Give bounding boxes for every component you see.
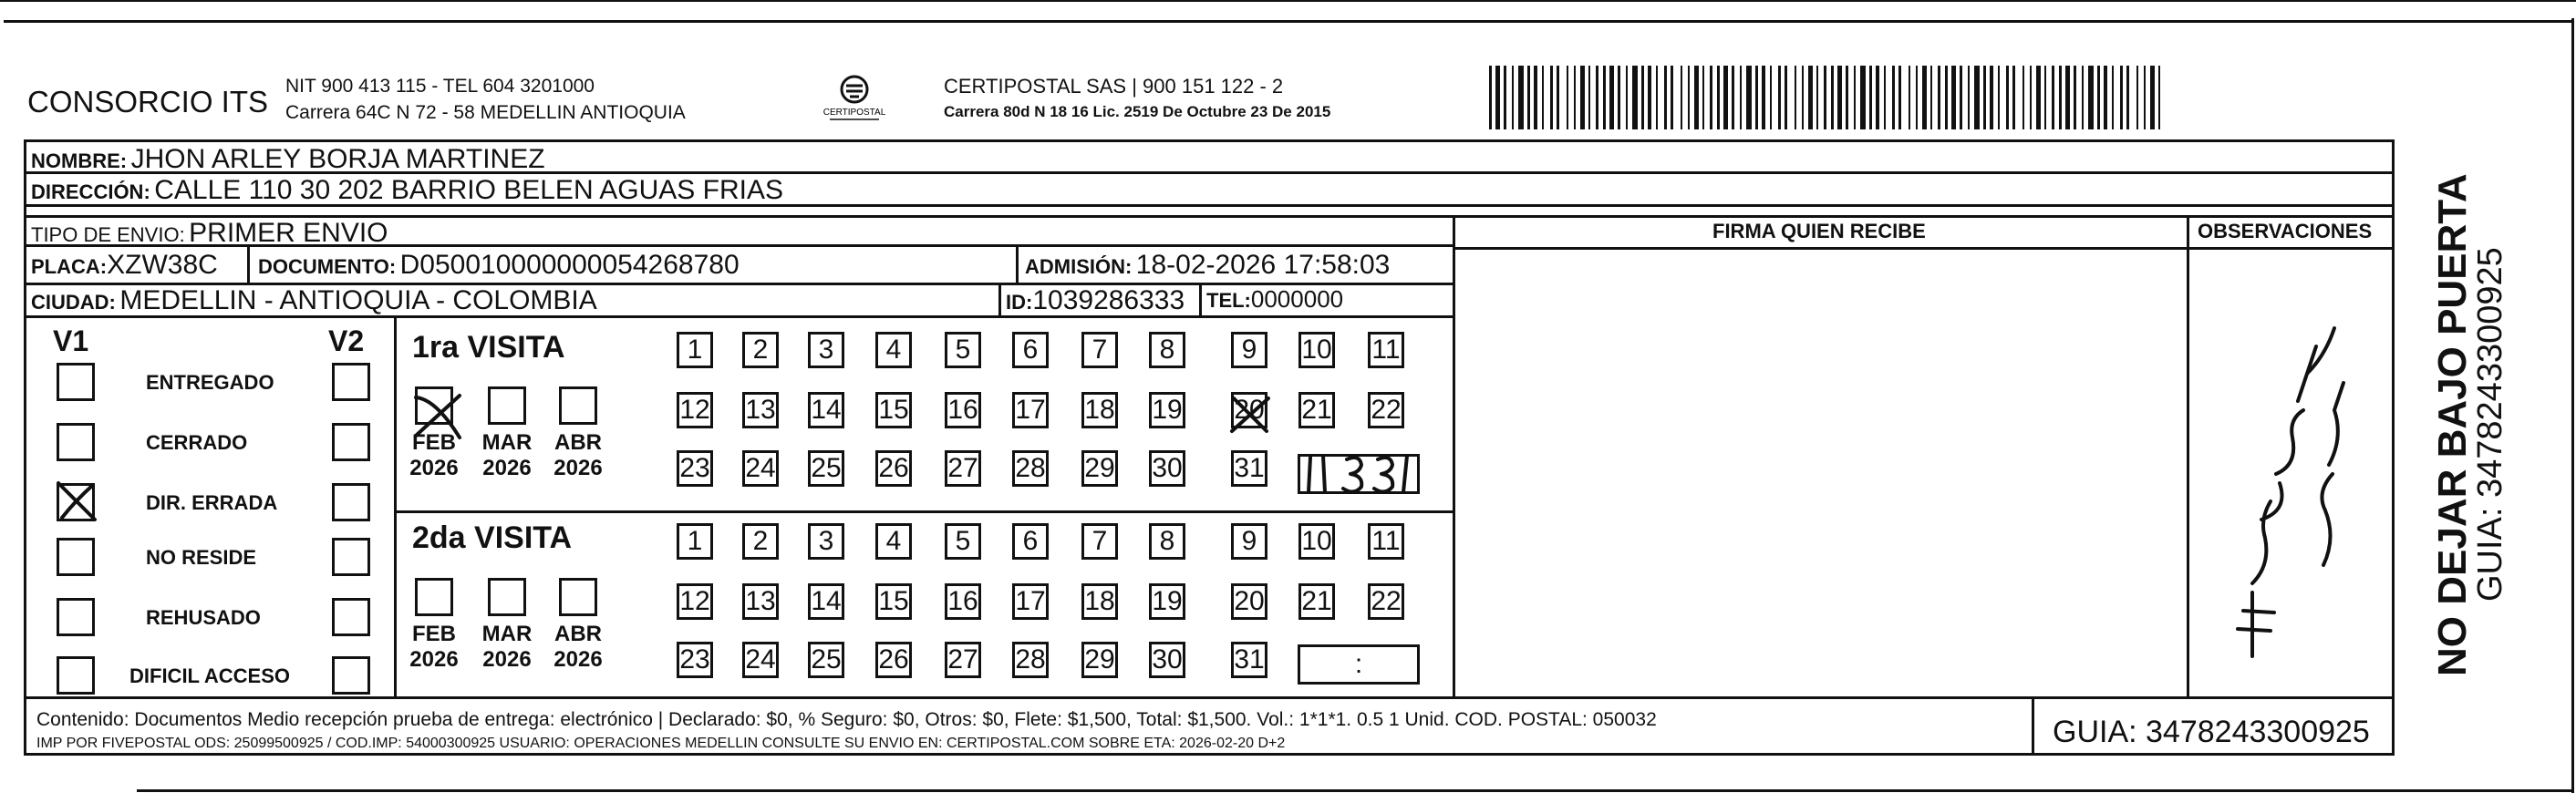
barcode-bar xyxy=(1534,66,1537,129)
visit2-day-box[interactable]: 17 xyxy=(1012,583,1049,620)
barcode-bar xyxy=(1681,66,1682,129)
barcode-bar xyxy=(1527,66,1530,129)
visit1-day-box[interactable]: 22 xyxy=(1368,392,1404,428)
visit1-day-box[interactable]: 31 xyxy=(1231,450,1267,487)
signature-header: FIRMA QUIEN RECIBE xyxy=(1712,220,1926,242)
visit2-month-checkbox[interactable] xyxy=(559,578,597,616)
footer-guia: GUIA: 3478243300925 xyxy=(2053,715,2370,749)
visit2-day-box[interactable]: 1 xyxy=(677,523,713,560)
barcode-bar xyxy=(1909,66,1910,129)
visit2-day-box[interactable]: 26 xyxy=(875,642,912,678)
visit2-day-box[interactable]: 12 xyxy=(677,583,713,620)
visit1-day-box[interactable]: 21 xyxy=(1298,392,1335,428)
visit2-day-box[interactable]: 25 xyxy=(808,642,844,678)
visit2-month-label: FEB 2026 xyxy=(409,622,459,672)
ship-type-label: TIPO DE ENVIO: xyxy=(31,223,185,246)
visit2-title: 2da VISITA xyxy=(412,520,573,555)
admission-label: ADMISIÓN: xyxy=(1025,255,1133,278)
imp-line: IMP POR FIVEPOSTAL ODS: 25099500925 / COD.IMP: 54000300925 USUARIO: OPERACIONES MEDELLIN CONSULTE SU ENVIO EN: CERTIPOSTAL.COM SOBRE ETA: 2026-02-20 D+2 xyxy=(36,736,1286,751)
visit2-month-label: MAR 2026 xyxy=(481,622,533,672)
barcode-bar xyxy=(2036,66,2041,129)
barcode-bar xyxy=(1671,66,1673,129)
v2-checkbox[interactable] xyxy=(332,656,370,695)
document-label: DOCUMENTO: xyxy=(258,255,397,278)
status-label: NO RESIDE xyxy=(146,546,257,569)
status-label: DIR. ERRADA xyxy=(146,491,278,514)
barcode-bar xyxy=(1518,66,1524,129)
barcode-bar xyxy=(1732,66,1734,129)
visit2-day-box[interactable]: 4 xyxy=(875,523,912,560)
barcode-bar xyxy=(1550,66,1553,129)
visit2-day-box[interactable]: 14 xyxy=(808,583,844,620)
barcode-bar xyxy=(1740,66,1742,129)
visit1-day-box[interactable]: 5 xyxy=(945,332,981,368)
barcode-bar xyxy=(1990,66,1993,129)
visit1-time-written xyxy=(1299,450,1418,498)
visit1-month-checkbox[interactable] xyxy=(559,386,597,425)
v2-checkbox[interactable] xyxy=(332,483,370,521)
barcode-bar xyxy=(1755,66,1758,129)
visit1-day-box[interactable]: 16 xyxy=(945,392,981,428)
barcode-bar xyxy=(1596,66,1598,129)
visit2-day-box[interactable]: 22 xyxy=(1368,583,1404,620)
visit1-day-box[interactable]: 13 xyxy=(742,392,779,428)
visit1-month-label: FEB 2026 xyxy=(409,430,459,480)
recipient-address: CALLE 110 30 202 BARRIO BELEN AGUAS FRIAS xyxy=(154,175,783,205)
visit2-day-box[interactable]: 24 xyxy=(742,642,779,678)
barcode-bar xyxy=(2074,66,2076,129)
carrier-address: Carrera 80d N 18 16 Lic. 2519 De Octubre 23 De 2015 xyxy=(944,103,1331,120)
barcode-bar xyxy=(2082,66,2084,129)
logo-text: CERTIPOSTAL xyxy=(822,108,886,118)
barcode-bar xyxy=(2150,66,2155,129)
visit2-time-box[interactable]: : xyxy=(1298,644,1420,685)
barcode-bar xyxy=(2059,66,2062,129)
barcode-bar xyxy=(2104,66,2107,129)
v2-checkbox[interactable] xyxy=(332,598,370,636)
visit2-day-box[interactable]: 13 xyxy=(742,583,779,620)
visit1-month-checkbox[interactable] xyxy=(488,386,526,425)
visit2-day-box[interactable]: 7 xyxy=(1081,523,1118,560)
visit1-day-box[interactable]: 23 xyxy=(677,450,713,487)
barcode-bar xyxy=(1557,66,1559,129)
visit2-day-box[interactable]: 29 xyxy=(1081,642,1118,678)
barcode-bar xyxy=(2120,66,2123,129)
visit2-day-box[interactable]: 10 xyxy=(1298,523,1335,560)
v1-checkbox[interactable] xyxy=(57,656,95,695)
barcode-bar xyxy=(1664,66,1667,129)
v2-checkbox[interactable] xyxy=(332,538,370,576)
barcode-bar xyxy=(1504,66,1506,129)
barcode-bar xyxy=(1983,66,1986,129)
barcode-bar xyxy=(2030,66,2032,129)
status-label: REHUSADO xyxy=(146,606,261,629)
visit2-day-box[interactable]: 20 xyxy=(1231,583,1267,620)
document-value: D050010000000054268780 xyxy=(399,250,740,280)
visit2-day-box[interactable]: 5 xyxy=(945,523,981,560)
visit1-day-box[interactable]: 26 xyxy=(875,450,912,487)
barcode-bar xyxy=(2112,66,2114,129)
id-value: 1039286333 xyxy=(1032,285,1185,315)
visit2-month-checkbox[interactable] xyxy=(488,578,526,616)
barcode-bar xyxy=(1688,66,1690,129)
address-label: DIRECCIÓN: xyxy=(31,180,150,203)
barcode-bar xyxy=(1618,66,1620,129)
visit2-day-box[interactable]: 19 xyxy=(1149,583,1185,620)
barcode-bar xyxy=(1770,66,1772,129)
visit2-month-checkbox[interactable] xyxy=(415,578,453,616)
barcode-bar xyxy=(1489,66,1492,129)
name-label: NOMBRE: xyxy=(31,149,128,172)
status-label: DIFICIL ACCESO xyxy=(129,664,291,687)
v2-label: V2 xyxy=(328,324,365,357)
barcode-bar xyxy=(2136,66,2138,129)
tel-value: 0000000 xyxy=(1250,285,1344,313)
barcode-bar xyxy=(1930,66,1932,129)
barcode-bar xyxy=(1641,66,1644,129)
id-label: ID: xyxy=(1006,291,1033,314)
visit2-day-box[interactable]: 28 xyxy=(1012,642,1049,678)
v2-checkbox[interactable] xyxy=(332,423,370,461)
visit2-day-box[interactable]: 23 xyxy=(677,642,713,678)
visit1-day-box[interactable]: 30 xyxy=(1149,450,1185,487)
barcode-bar xyxy=(1837,66,1842,129)
barcode-bar xyxy=(1778,66,1781,129)
barcode-bar xyxy=(1574,66,1576,129)
visit1-checked-month-mark xyxy=(410,390,465,445)
barcode-bar xyxy=(1998,66,2000,129)
barcode-bar xyxy=(2088,66,2094,129)
visit1-day-box[interactable]: 17 xyxy=(1012,392,1049,428)
barcode-bar xyxy=(2023,66,2024,129)
visit1-day-box[interactable]: 10 xyxy=(1298,332,1335,368)
barcode-bar xyxy=(1567,66,1568,129)
visit2-day-box[interactable]: 3 xyxy=(808,523,844,560)
ship-type: PRIMER ENVIO xyxy=(189,218,388,248)
barcode-bar xyxy=(1854,66,1856,129)
barcode-bar xyxy=(1860,66,1866,129)
barcode-bar xyxy=(1609,66,1614,129)
visit1-month-label: MAR 2026 xyxy=(481,430,533,480)
barcode-bar xyxy=(1846,66,1848,129)
visit2-day-box[interactable]: 2 xyxy=(742,523,779,560)
visit1-day-box[interactable]: 7 xyxy=(1081,332,1118,368)
v1-checkbox[interactable] xyxy=(57,363,95,401)
visit2-day-box[interactable]: 15 xyxy=(875,583,912,620)
barcode-bar xyxy=(1588,66,1590,129)
barcode-bar xyxy=(1974,66,1980,129)
visit2-day-box[interactable]: 18 xyxy=(1081,583,1118,620)
tel-label: TEL: xyxy=(1206,289,1251,312)
v1-checkbox[interactable] xyxy=(57,598,95,636)
visit1-day-box[interactable]: 9 xyxy=(1231,332,1267,368)
barcode-bar xyxy=(1717,66,1720,129)
barcode-bar xyxy=(1884,66,1886,129)
status-label: ENTREGADO xyxy=(146,371,274,394)
plate-label: PLACA: xyxy=(31,255,108,278)
barcode-bar xyxy=(1656,66,1658,129)
visit1-day-box[interactable]: 1 xyxy=(677,332,713,368)
barcode-bar xyxy=(2044,66,2046,129)
visit2-day-box[interactable]: 31 xyxy=(1231,642,1267,678)
visit1-day-box[interactable]: 20 xyxy=(1231,392,1267,428)
visit1-day-box[interactable]: 12 xyxy=(677,392,713,428)
visit1-day-box[interactable]: 19 xyxy=(1149,392,1185,428)
barcode xyxy=(1489,66,2169,129)
barcode-bar xyxy=(1632,66,1638,129)
barcode-bar xyxy=(1746,66,1752,129)
visit1-day-box[interactable]: 3 xyxy=(808,332,844,368)
barcode-bar xyxy=(1802,66,1804,129)
barcode-bar xyxy=(1816,66,1818,129)
visit1-title: 1ra VISITA xyxy=(412,330,565,365)
visit1-day-box[interactable]: 6 xyxy=(1012,332,1049,368)
barcode-bar xyxy=(2065,66,2070,129)
barcode-bar xyxy=(1710,66,1712,129)
admission-value: 18-02-2026 17:58:03 xyxy=(1135,250,1391,280)
visit1-day-box[interactable]: 11 xyxy=(1368,332,1404,368)
barcode-bar xyxy=(1785,66,1787,129)
barcode-bar xyxy=(1495,66,1500,129)
barcode-bar xyxy=(1762,66,1765,129)
v2-checkbox[interactable] xyxy=(332,363,370,401)
barcode-bar xyxy=(1960,66,1962,129)
visit1-day-box[interactable]: 4 xyxy=(875,332,912,368)
barcode-bar xyxy=(1808,66,1813,129)
v1-label: V1 xyxy=(53,324,89,357)
v1-checked-mark xyxy=(53,478,100,525)
visit1-day-box[interactable]: 8 xyxy=(1149,332,1185,368)
barcode-bar xyxy=(2144,66,2146,129)
barcode-bar xyxy=(1892,66,1895,129)
visit2-day-box[interactable]: 9 xyxy=(1231,523,1267,560)
city-value: MEDELLIN - ANTIOQUIA - COLOMBIA xyxy=(119,285,597,315)
barcode-bar xyxy=(1648,66,1651,129)
contents-line: Contenido: Documentos Medio recepción prueba de entrega: electrónico | Declarado: $0, % Seguro: $0, Otros: $0, Flete: $1,500, Total: $1,500. Vol.: 1*1*1. 0.5 1 Unid. COD. POSTAL: 050032 xyxy=(36,709,1657,730)
barcode-bar xyxy=(1603,66,1606,129)
barcode-bar xyxy=(1831,66,1834,129)
barcode-bar xyxy=(2006,66,2009,129)
observations-header: OBSERVACIONES xyxy=(2198,220,2373,242)
barcode-bar xyxy=(1922,66,1927,129)
barcode-bar xyxy=(1626,66,1628,129)
barcode-bar xyxy=(2012,66,2015,129)
visit1-day-box[interactable]: 25 xyxy=(808,450,844,487)
barcode-bar xyxy=(1968,66,1970,129)
carrier-name: CERTIPOSTAL SAS | 900 151 122 - 2 xyxy=(944,75,1284,98)
barcode-bar xyxy=(1795,66,1796,129)
barcode-bar xyxy=(1824,66,1826,129)
company-name: CONSORCIO ITS xyxy=(27,85,269,118)
side-guia: GUIA: 3478243300925 xyxy=(2471,247,2509,602)
barcode-bar xyxy=(1869,66,1872,129)
barcode-bar xyxy=(1945,66,1948,129)
barcode-bar xyxy=(1951,66,1956,129)
visit1-day-box[interactable]: 28 xyxy=(1012,450,1049,487)
barcode-bar xyxy=(1694,66,1699,129)
plate-value: XZW38C xyxy=(107,250,218,280)
city-label: CIUDAD: xyxy=(31,291,116,314)
visit1-day-box[interactable]: 24 xyxy=(742,450,779,487)
visit2-day-box[interactable]: 30 xyxy=(1149,642,1185,678)
recipient-name: JHON ARLEY BORJA MARTINEZ xyxy=(130,144,545,174)
status-label: CERRADO xyxy=(146,431,248,454)
barcode-bar xyxy=(1916,66,1918,129)
visit2-month-label: ABR 2026 xyxy=(553,622,603,672)
visit1-day-box[interactable]: 29 xyxy=(1081,450,1118,487)
barcode-bar xyxy=(1702,66,1704,129)
visit2-day-box[interactable]: 11 xyxy=(1368,523,1404,560)
barcode-bar xyxy=(1512,66,1514,129)
visit2-day-box[interactable]: 16 xyxy=(945,583,981,620)
barcode-bar xyxy=(1898,66,1901,129)
barcode-bar xyxy=(1938,66,1940,129)
barcode-bar xyxy=(2126,66,2129,129)
observation-handwriting xyxy=(2216,292,2353,675)
visit2-day-box[interactable]: 8 xyxy=(1149,523,1185,560)
visit1-month-label: ABR 2026 xyxy=(553,430,603,480)
visit2-day-box[interactable]: 27 xyxy=(945,642,981,678)
barcode-bar xyxy=(1876,66,1879,129)
visit2-day-box[interactable]: 6 xyxy=(1012,523,1049,560)
visit1-checked-day-mark xyxy=(1228,393,1272,437)
visit1-day-box[interactable]: 2 xyxy=(742,332,779,368)
barcode-bar xyxy=(1580,66,1585,129)
v1-checkbox[interactable] xyxy=(57,423,95,461)
barcode-bar xyxy=(2158,66,2160,129)
company-nit: NIT 900 413 115 - TEL 604 3201000 xyxy=(285,76,595,97)
barcode-bar xyxy=(1542,66,1544,129)
visit1-day-box[interactable]: 15 xyxy=(875,392,912,428)
visit1-day-box[interactable]: 14 xyxy=(808,392,844,428)
barcode-bar xyxy=(2052,66,2054,129)
v1-checkbox[interactable] xyxy=(57,538,95,576)
visit1-day-box[interactable]: 18 xyxy=(1081,392,1118,428)
visit2-day-box[interactable]: 21 xyxy=(1298,583,1335,620)
side-notice: NO DEJAR BAJO PUERTA xyxy=(2430,173,2475,676)
company-address: Carrera 64C N 72 - 58 MEDELLIN ANTIOQUIA xyxy=(285,102,686,123)
certipostal-logo xyxy=(812,73,898,128)
barcode-bar xyxy=(2097,66,2100,129)
visit1-day-box[interactable]: 27 xyxy=(945,450,981,487)
barcode-bar xyxy=(1723,66,1728,129)
